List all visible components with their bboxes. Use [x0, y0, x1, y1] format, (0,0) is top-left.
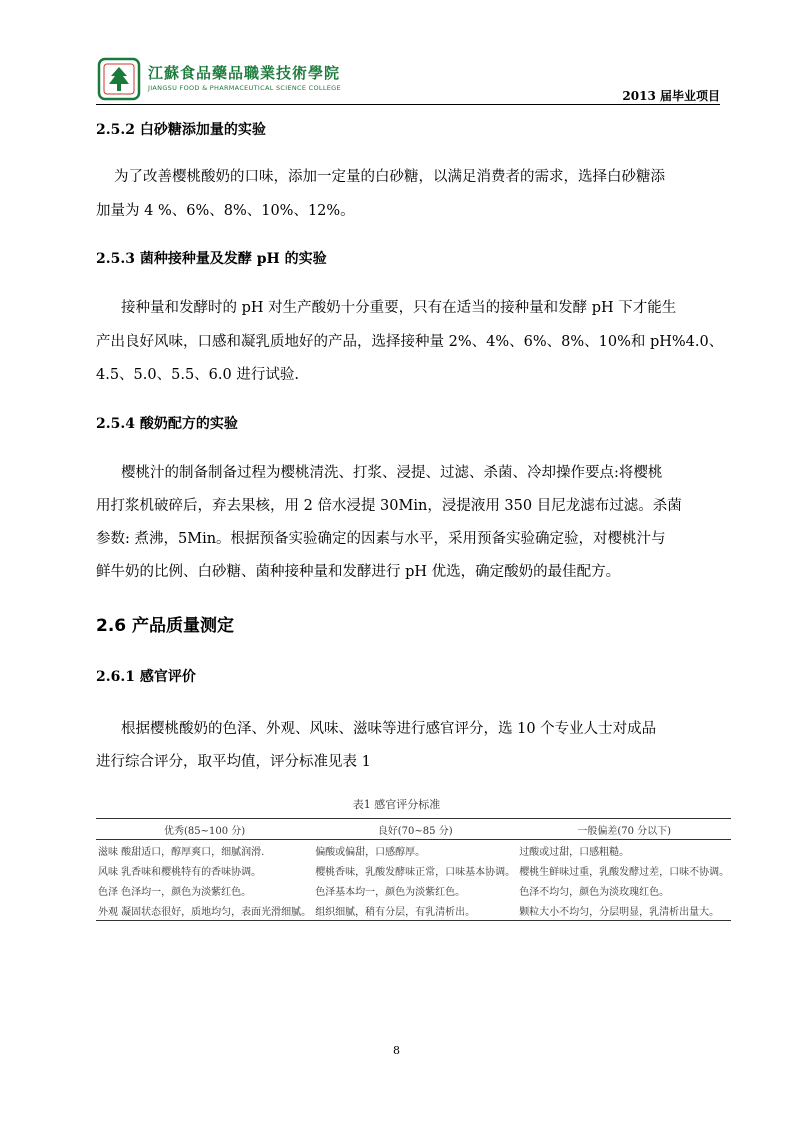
- paragraph-line: 产出良好风味，口感和凝乳质地好的产品，选择接种量 2%、4%、6%、8%、10%和 pH%4.0、: [96, 334, 724, 350]
- paragraph-line: 鲜牛奶的比例、白砂糖、菌种接种量和发酵进行 pH 优选，确定酸奶的最佳配方。: [96, 564, 621, 580]
- sensory-criteria-table: [96, 818, 731, 921]
- section-heading-2-6-1: 2.6.1 感官评价: [96, 669, 196, 685]
- table-row: [96, 840, 731, 861]
- table-cell: 色泽不均匀，颜色为淡玫瑰红色。: [519, 886, 670, 898]
- paragraph-line: 加量为 4 %、6%、8%、10%、12%。: [96, 203, 355, 219]
- paragraph-line: 为了改善樱桃酸奶的口味，添加一定量的白砂糖，以满足消费者的需求，选择白砂糖添: [114, 169, 665, 185]
- table-header-row: [96, 819, 731, 840]
- header-rule: [96, 104, 720, 105]
- school-name-en: JIANGSU FOOD & PHARMACEUTICAL SCIENCE COLLEGE: [148, 84, 341, 92]
- page-number: 8: [393, 1044, 400, 1057]
- paragraph-line: 接种量和发酵时的 pH 对生产酸奶十分重要，只有在适当的接种量和发酵 pH 下才能生: [121, 300, 677, 316]
- paragraph-line: 参数: 煮沸，5Min。根据预备实验确定的因素与水平，采用预备实验确定验，对樱桃汁与: [96, 531, 666, 547]
- table-caption: 表1 感官评分标准: [352, 798, 441, 811]
- section-heading-2-6: 2.6 产品质量测定: [96, 616, 235, 636]
- table-cell: 樱桃香味，乳酸发酵味正常，口味基本协调。: [315, 866, 516, 878]
- column-header: 良好(70~85 分): [313, 819, 517, 840]
- paragraph-line: 进行综合评分，取平均值，评分标准见表 1: [96, 754, 371, 770]
- paragraph-line: 用打浆机破碎后，弃去果核，用 2 倍水浸提 30Min，浸提液用 350 目尼龙滤布过滤。杀菌: [96, 498, 682, 514]
- section-heading-2-5-3: 2.5.3 菌种接种量及发酵 pH 的实验: [96, 251, 327, 267]
- table-cell: 风味 乳香味和樱桃特有的香味协调。: [98, 866, 262, 878]
- page-header: [96, 56, 720, 106]
- paragraph-line: 樱桃汁的制备制备过程为樱桃清洗、打浆、浸提、过滤、杀菌、冷却操作要点:将樱桃: [121, 465, 663, 481]
- section-heading-2-5-2: 2.5.2 白砂糖添加量的实验: [96, 122, 266, 138]
- table-cell: 色泽 色泽均一，颜色为淡紫红色。: [98, 886, 252, 898]
- table-cell: 樱桃生鲜味过重，乳酸发酵过差，口味不协调。: [519, 866, 730, 878]
- table-cell: 颗粒大小不均匀，分层明显，乳清析出量大。: [517, 900, 731, 921]
- paragraph-line: 4.5、5.0、5.5、6.0 进行试验.: [96, 367, 299, 383]
- table-cell: 组织细腻，稍有分层，有乳清析出。: [313, 900, 517, 921]
- paragraph-line: 根据樱桃酸奶的色泽、外观、风味、滋味等进行感官评分，选 10 个专业人士对成品: [121, 721, 657, 737]
- table-cell: 滋味 酸甜适口，醇厚爽口，细腻润滑.: [98, 846, 265, 858]
- table-row: [96, 860, 731, 880]
- college-logo: [96, 56, 142, 102]
- table-cell: 色泽基本均一，颜色为淡紫红色。: [315, 886, 466, 898]
- table-row: [96, 900, 731, 921]
- table-cell: 过酸或过甜，口感粗糙。: [519, 846, 630, 858]
- section-heading-2-5-4: 2.5.4 酸奶配方的实验: [96, 416, 238, 432]
- project-label: 2013 届毕业项目: [622, 89, 720, 103]
- table-row: [96, 880, 731, 900]
- column-header: 优秀(85~100 分): [96, 819, 313, 840]
- table-cell: 外观 凝固状态很好，质地均匀，表面光滑细腻。: [96, 900, 313, 921]
- column-header: 一般偏差(70 分以下): [517, 819, 731, 840]
- school-name-cn: 江蘇食品藥品職業技術學院: [148, 64, 341, 82]
- table-cell: 偏酸或偏甜，口感醇厚。: [315, 846, 426, 858]
